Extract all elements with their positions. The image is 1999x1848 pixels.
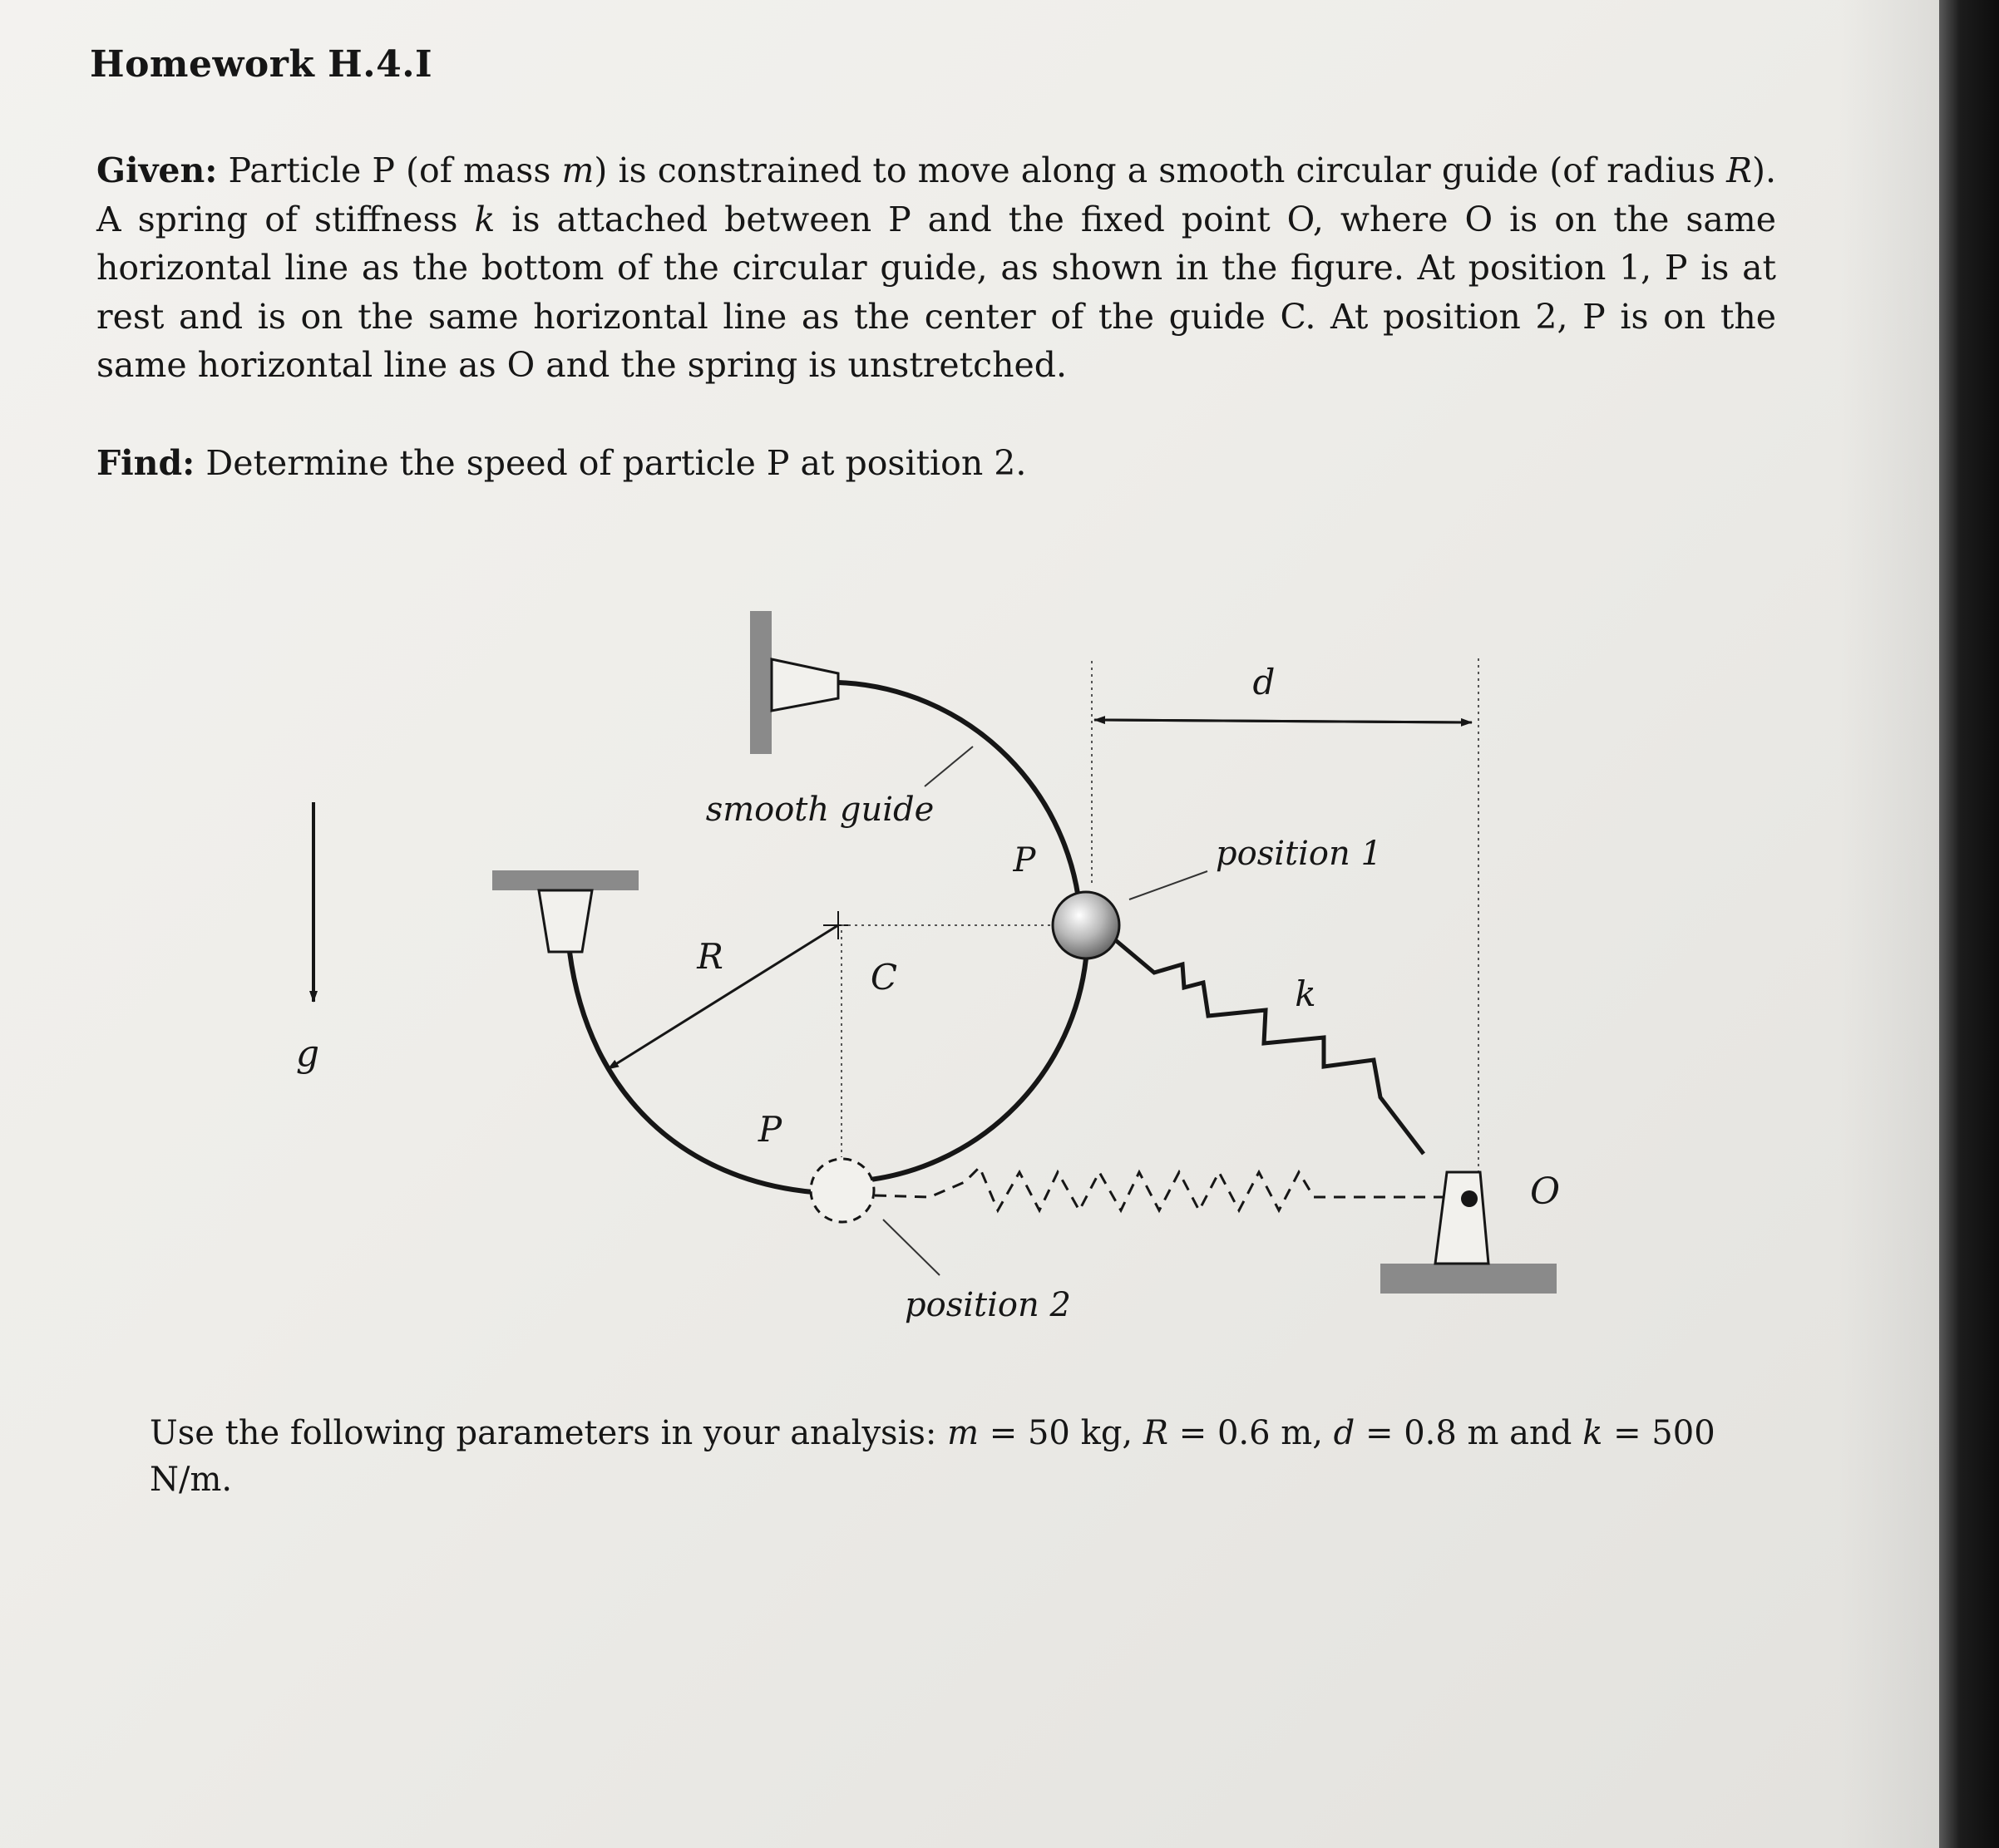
label-smooth-guide: smooth guide [705,791,935,829]
param-R-symbol: R [1143,1414,1168,1452]
param-d-value: = 0.8 m and [1355,1414,1583,1452]
label-g: g [295,1032,320,1075]
smooth-guide-leader [925,747,973,786]
param-d-symbol: d [1333,1414,1355,1452]
label-R: R [697,936,723,977]
given-var-m: m [561,150,595,190]
param-k-symbol: k [1582,1414,1603,1452]
page-title: Homework H.4.I [90,43,433,86]
given-label: Given: [96,150,218,190]
find-text: Determine the speed of particle P at position 2. [205,443,1027,483]
label-P-position2: P [758,1109,782,1150]
smooth-guide-left-arc [570,952,813,1192]
top-wall-support [750,611,772,754]
param-m-symbol: m [947,1414,980,1452]
param-k-value: = 500 N/m. [150,1414,1715,1499]
given-text-4: is attached between P and the fixed point O, where O is on the same horizontal line as the bottom of the circular guide, as shown in the figure. At position 1, P is at rest and is on the same horizontal line as the center of the guide C. At position 2, P is on the same horizontal line as O and the spring is unstretched. [96,199,1776,385]
ground-support-O [1380,1264,1557,1294]
label-O: O [1529,1170,1561,1213]
top-guide-bracket [772,659,838,711]
left-guide-bracket [539,890,592,952]
given-text-3: ). A spring of stiffness [96,150,1776,239]
given-var-k: k [474,199,496,239]
parameters-line [150,1410,1730,1503]
label-C: C [870,957,898,998]
left-ceiling-support [492,870,639,890]
param-R-value: = 0.6 m, [1168,1414,1334,1452]
given-text-2: ) is constrained to move along a smooth circular guide (of radius [594,150,1727,190]
smooth-guide-right-arc [871,958,1086,1180]
spring-position1 [1113,938,1424,1154]
monitor-bezel [1939,0,1999,1848]
params-lead: Use the following parameters in your analysis: [150,1414,948,1452]
particle-position2 [811,1159,874,1222]
label-position2: position 2 [905,1286,1071,1324]
pin-bracket-O [1435,1172,1488,1264]
position1-leader [1129,871,1207,899]
label-k: k [1295,973,1316,1014]
particle-position1 [1053,892,1119,958]
param-m-value: = 50 kg, [979,1414,1143,1452]
spring-position2-dashed [875,1167,1447,1210]
find-label: Find: [96,443,195,483]
label-d: d [1252,662,1276,702]
given-text-1: Particle P (of mass [228,150,562,190]
label-position1: position 1 [1216,835,1382,873]
label-P-position1: P [1013,841,1036,880]
position2-leader [883,1220,940,1275]
fixed-point-O [1461,1190,1478,1207]
given-var-R: R [1726,150,1752,190]
